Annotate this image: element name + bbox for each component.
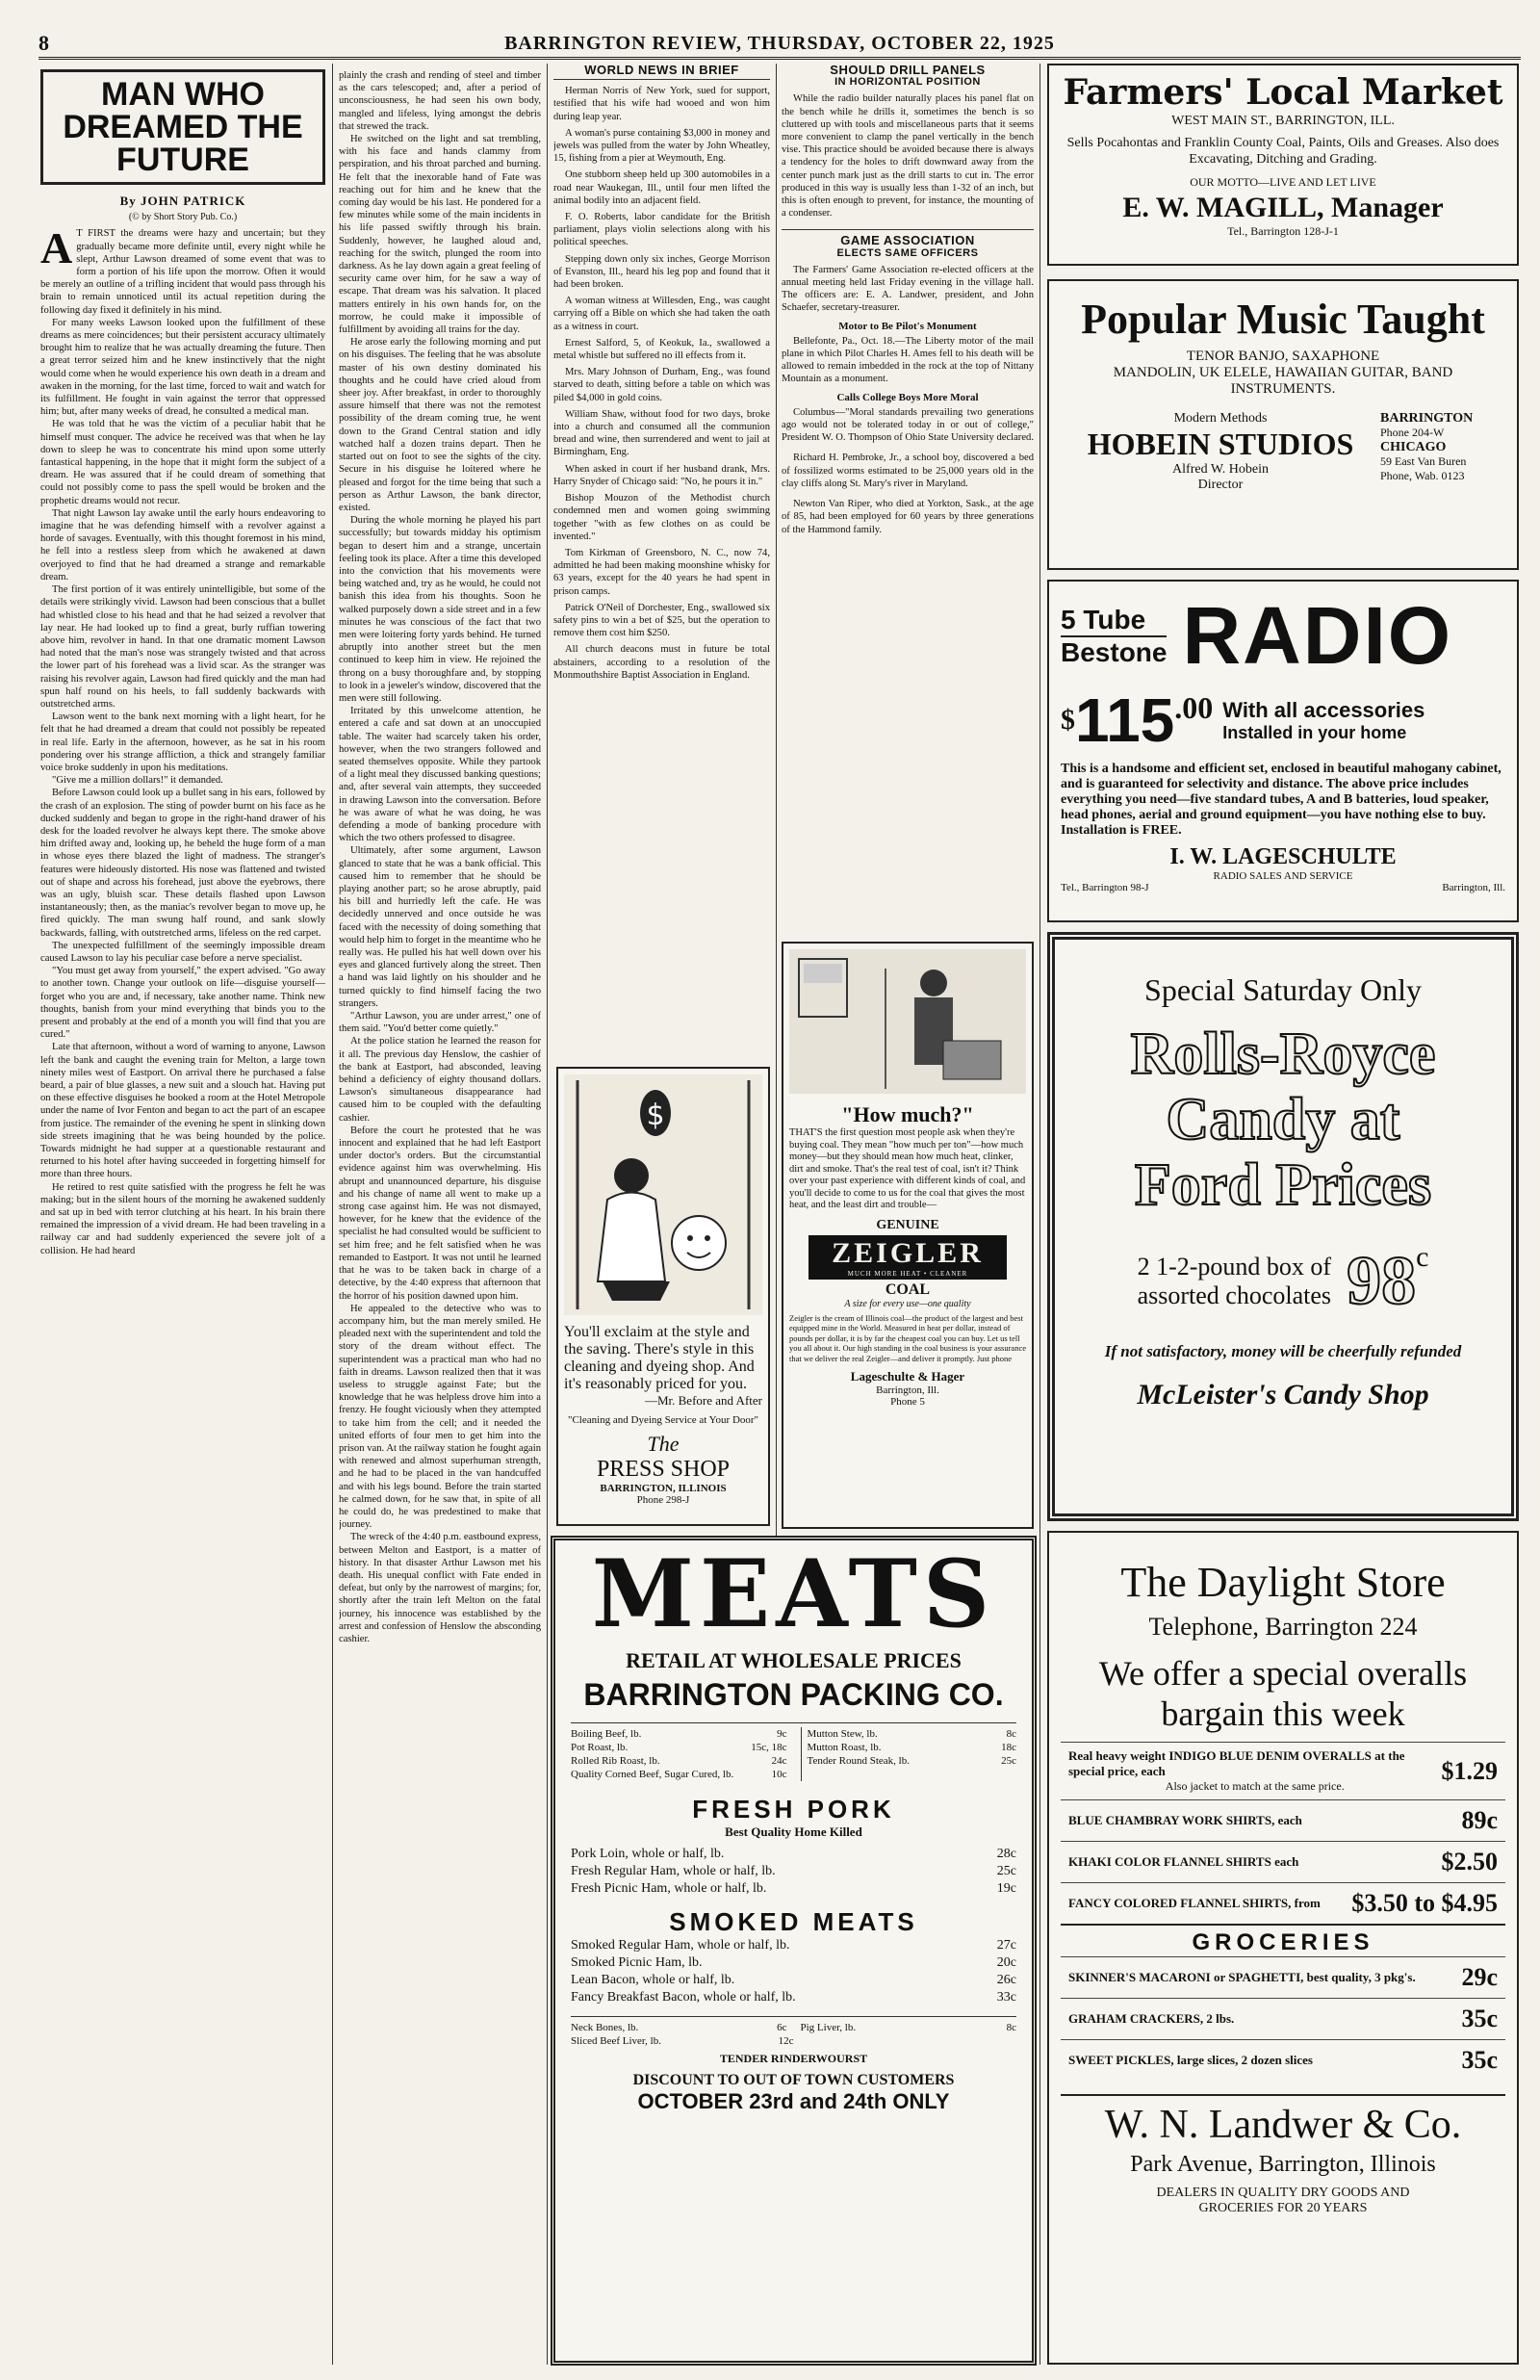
news-item: A woman's purse containing $3,000 in money and jewels was pulled from the water by John Wheatley, 15, fishing from a pier at Weymouth, Eng. bbox=[553, 127, 770, 165]
grocery-name: SKINNER'S MACARONI or SPAGHETTI, best quality, 3 pkg's. bbox=[1068, 1970, 1416, 1984]
product-price: 89c bbox=[1461, 1806, 1498, 1834]
riper-article: Newton Van Riper, who died at Yorkton, Sask., at the age of 85, had been employed for 60 years by three generations of the Hammond family. bbox=[782, 499, 1034, 535]
dollar-sign: $ bbox=[646, 1099, 665, 1132]
coal-city: Barrington, Ill. bbox=[876, 1384, 939, 1396]
game-heading: GAME ASSOCIATION bbox=[782, 229, 1034, 246]
world-news-heading: WORLD NEWS IN BRIEF bbox=[553, 64, 770, 80]
coal-genuine: GENUINE bbox=[876, 1217, 939, 1232]
grocery-row bbox=[1061, 2039, 1505, 2081]
pembroke-article: Richard H. Pembroke, Jr., a school boy, discovered a bed of fossilized worms estimated to be 25,000 years old in the clay cliffs along St. Mary's river in Maryland. bbox=[782, 453, 1034, 489]
product-price: $3.50 to $4.95 bbox=[1351, 1889, 1498, 1917]
pork-heading: FRESH PORK bbox=[692, 1795, 895, 1824]
story-paragraph: Before the court he protested that he was innocent and explained that he had left Eastport under doctor's orders. But the circumstantial evidence against him was overwhelming. His abrupt and unannounced departure, his disguise and his change of name all went to make up a strong case against him. He was not dismayed, however, for he knew that the evidence of the specialist he had consulted would be sufficient to set him free; and he felt satisfied when he was remanded to Eastport. It was not until he learned that he was to be taken back in charge of a detective, by the 4:40 express that afternoon that the horror of his position dawned upon him. bbox=[339, 1125, 541, 1302]
meat-item: Pot Roast, lb. 15c, 18c bbox=[571, 1742, 787, 1753]
meat-item: Neck Bones, lb. 6c bbox=[571, 2022, 787, 2033]
press-shop-signoff: —Mr. Before and After bbox=[644, 1393, 762, 1408]
candy-guarantee: If not satisfactory, money will be cheerfully refunded bbox=[1104, 1342, 1462, 1360]
music-instruments1: TENOR BANJO, SAXAPHONE bbox=[1186, 349, 1380, 364]
product-row bbox=[1061, 1841, 1505, 1882]
news-item: William Shaw, without food for two days, broke into a church and consumed all the communion bread and wine, then surrendered and went to jail at Birmingham, Eng. bbox=[553, 408, 770, 458]
drill-subheading: IN HORIZONTAL POSITION bbox=[834, 76, 981, 89]
news-item: Bishop Mouzon of the Methodist church condemned men and women going swimming together "with as few clothes on as could be invented." bbox=[553, 493, 770, 542]
news-item: Herman Norris of New York, sued for support, testified that his wife had wooed and won him during leap year. bbox=[553, 86, 770, 122]
news-item: Stepping down only six inches, George Morrison of Evanston, Ill., heard his leg pop and found that it had been broken. bbox=[553, 253, 770, 291]
meat-item: Fresh Picnic Ham, whole or half, lb. 19c bbox=[571, 1881, 1016, 1896]
farmers-motto: OUR MOTTO—LIVE AND LET LIVE bbox=[1190, 175, 1376, 189]
music-location: CHICAGO bbox=[1380, 440, 1447, 454]
daylight-dealers: DEALERS IN QUALITY DRY GOODS AND bbox=[1156, 2186, 1410, 2200]
radio-headline: RADIO bbox=[1182, 590, 1453, 681]
zeigler-logo bbox=[808, 1235, 1007, 1280]
press-shop-ad bbox=[556, 1067, 770, 1526]
story-column-1 bbox=[40, 69, 325, 2366]
meat-item: Quality Corned Beef, Sugar Cured, lb. 10c bbox=[571, 1769, 787, 1780]
music-title: Popular Music Taught bbox=[1081, 296, 1485, 343]
cartoon-illustration bbox=[564, 1074, 762, 1315]
news-item: F. O. Roberts, labor candidate for the British parliament, plays violin selections along with his political speeches. bbox=[553, 212, 770, 248]
motor-heading: Motor to Be Pilot's Monument bbox=[838, 320, 977, 332]
calls-article: Columbus—"Moral standards prevailing two generations ago would not be tolerated today in or out of college," President W. O. Thompson of Ohio State University declared. bbox=[782, 406, 1034, 444]
farmers-services: Sells Pocahontas and Franklin County Coal, Paints, Oils and Greases. Also does Excavating, Ditching and Grading. bbox=[1066, 136, 1500, 167]
meats-company: BARRINGTON PACKING CO. bbox=[583, 1677, 1004, 1712]
product-name: Real heavy weight INDIGO BLUE DENIM OVERALLS at the special price, each bbox=[1068, 1748, 1405, 1778]
grocery-price: 35c bbox=[1461, 2005, 1498, 2032]
story-paragraph: He was told that he was the victim of a peculiar habit that he himself must conquer. The advice he received was that when he lay down to sleep he was to concentrate his mind upon some utterly fantastical happening, in the hope that it might form the subject of a dream. He was assured that if he could dream of something that could not possibly come to pass the spell would be broken and the prophetic dreams would not recur. bbox=[40, 419, 325, 506]
story-title: MAN WHO bbox=[101, 76, 265, 113]
column-rule bbox=[547, 64, 548, 2365]
story-paragraph: Ultimately, after some argument, Lawson glanced to state that he was a bank official. This caused him to remember that he should be playing another part; so he arose abruptly, paid his bill and hurriedly left the cafe. He was decidedly unnerved and once outside he was faced with the necessity of doing something that would help him to forget in the meantime who he really was. He pulled his hat well down over his eyes and glanced furtively along the street. Then a hand was laid lightly on his shoulder and he turned quickly to find himself facing the two strangers. bbox=[339, 845, 541, 1009]
game-article: The Farmers' Game Association re-elected officers at the annual meeting held last Friday evening in the village hall. The officers are: E. A. Landwer, president, and John Schaefer, secretary-treasurer. bbox=[782, 264, 1034, 314]
music-location: BARRINGTON bbox=[1380, 411, 1474, 426]
story-paragraph: "You must get away from yourself," the expert advised. "Go away to another town. Change your outlook on life—disguise yourself—forget who you are and, if necessary, take another name. Think new thoughts, banish from your mind everything that binds you to the present and probably at the end of a month you will find that you are cured." bbox=[40, 966, 325, 1041]
motor-article: Bellefonte, Pa., Oct. 18.—The Liberty motor of the mail plane in which Pilot Charles H. Ames fell to his death will be allowed to remain imbedded in the rock at the top of Nittany Mountain as a monument. bbox=[782, 335, 1034, 385]
drop-cap: A bbox=[40, 223, 73, 273]
radio-cents: .00 bbox=[1174, 690, 1214, 725]
farmers-title: Farmers' Local Market bbox=[1063, 72, 1503, 113]
meat-item: Rolled Rib Roast, lb. 24c bbox=[571, 1755, 787, 1767]
radio-accessories: With all accessories bbox=[1222, 697, 1425, 722]
farmers-address: WEST MAIN ST., BARRINGTON, ILL. bbox=[1171, 114, 1395, 128]
daylight-title: The Daylight Store bbox=[1120, 1559, 1446, 1606]
pork-subheading: Best Quality Home Killed bbox=[725, 1824, 862, 1839]
meat-item: Pig Liver, lb. 8c bbox=[800, 2022, 1016, 2033]
product-row bbox=[1061, 1799, 1505, 1841]
grocery-price: 29c bbox=[1461, 1963, 1498, 1991]
coal-phone: Phone 5 bbox=[890, 1396, 925, 1408]
music-director-title: Director bbox=[1197, 478, 1244, 492]
product-row bbox=[1061, 1882, 1505, 1924]
extra-items bbox=[571, 2016, 1016, 2034]
press-shop-the: The bbox=[647, 1432, 680, 1456]
radio-price: 115 bbox=[1075, 686, 1175, 755]
story-credit: (© by Short Story Pub. Co.) bbox=[128, 212, 238, 223]
coal-man-illustration bbox=[789, 949, 1026, 1094]
story-byline: By JOHN PATRICK bbox=[119, 194, 246, 208]
product-price: $1.29 bbox=[1441, 1756, 1498, 1785]
tender-note: TENDER RINDERWOURST bbox=[719, 2052, 868, 2065]
radio-brand: Bestone bbox=[1061, 636, 1168, 667]
news-item: A woman witness at Willesden, Eng., was caught carrying off a Bible on which she had taken the oath as a witness in court. bbox=[553, 296, 770, 332]
meat-item: Fancy Breakfast Bacon, whole or half, lb. 33c bbox=[571, 1990, 1016, 2005]
story-column-2 bbox=[339, 69, 541, 2366]
press-shop-name: PRESS SHOP bbox=[596, 1457, 731, 1482]
coal-dealer: Lageschulte & Hager bbox=[850, 1369, 965, 1384]
candy-box-text: 2 1-2-pound box of bbox=[1137, 1252, 1332, 1281]
story-paragraph: "Give me a million dollars!" it demanded. bbox=[52, 775, 223, 787]
meat-item: Sliced Beef Liver, lb. 12c bbox=[571, 2035, 794, 2047]
column-rule bbox=[332, 64, 333, 2365]
coal-tag: A size for every use—one quality bbox=[844, 1298, 971, 1309]
grocery-name: GRAHAM CRACKERS, 2 lbs. bbox=[1068, 2011, 1235, 2026]
grocery-row bbox=[1061, 1998, 1505, 2039]
meat-item: Tender Round Steak, lb. 25c bbox=[807, 1755, 1016, 1767]
music-methods: Modern Methods bbox=[1173, 411, 1268, 426]
radio-tel: Tel., Barrington 98-J bbox=[1061, 882, 1149, 893]
candy-line2: Candy at bbox=[1166, 1087, 1400, 1152]
radio-dealer-sub: RADIO SALES AND SERVICE bbox=[1213, 870, 1353, 882]
smoked-heading: SMOKED MEATS bbox=[669, 1907, 918, 1936]
story-title: FUTURE bbox=[116, 142, 249, 178]
candy-price-unit: c bbox=[1416, 1241, 1429, 1273]
meat-item: Lean Bacon, whole or half, lb. 26c bbox=[571, 1973, 1016, 1987]
story-paragraph: He appealed to the detective who was to accompany him, but the man merely smiled. He pleaded next with the superintendent and told the story of the dream without effect. The superintendent was a practical man who had no faith in dreams. Lawson realized then that it was useless to struggle against Fate; but the knowledge that he was helpless drove him into a frenzy. He fought viciously when they attempted to take him from the cell; and it needed the united efforts of four men to get him into the prison van. At the railway station he fought again with renewed and almost superhuman strength, and he had to be placed in the van handcuffed and with his legs bound. Before the train started he calmed down, for he saw that, in spite of all he could do, he was predestined to make that journey. bbox=[339, 1303, 541, 1531]
candy-price: 98 bbox=[1347, 1242, 1417, 1319]
daylight-firm: W. N. Landwer & Co. bbox=[1061, 2094, 1505, 2148]
grocery-price: 35c bbox=[1461, 2046, 1498, 2074]
coal-text: THAT'S the first question most people ask when they're buying coal. They mean "how much per ton"—how much money—but they should mean how much heat, clinker, dirt and smoke. That's the real test of coal, isn't it? Think over your past experience with different kinds of coal, and you'll decide to come to us for the coal that gives the most heat, and the least dirt and trouble— bbox=[789, 1127, 1026, 1210]
story-paragraph: He retired to rest quite satisfied with the progress he felt he was making; but in the silent hours of the morning he awakened suddenly and sat up in bed with terror clutching at his heart. In his brain there remained the impression of a vivid dream. He had been traveling in a railway car and had suddenly experienced the severe jolt of a collision. He had heard bbox=[40, 1181, 325, 1256]
coal-ad bbox=[782, 942, 1034, 1529]
farmers-tel: Tel., Barrington 128-J-1 bbox=[1227, 224, 1339, 238]
story-paragraph: Before Lawson could look up a bullet sang in his ears, followed by the crash of an explosion. The sting of powder burnt on his face as he ducked suddenly and began to grope in the right-hand drawer of his desk for the loaded revolver he always kept there. The smoke above him drifted away and, looking up, he beheld the huge form of a man in whose eyes there blazed the light of madness. The stranger's features were hideously distorted. His nose was flattened and twisted out of shape and across his forehead, just above the eyebrows, there was an ugly, bluish scar. These details flashed upon Lawson instantaneously; then, as the maniac's revolver began to move up, he fired quickly. The man swung half round, and sank slowly backwards, falling, with outstretched arms, lifeless on the red carpet. bbox=[40, 788, 325, 939]
story-paragraph: The first portion of it was entirely unintelligible, but some of the details were strikingly vivid. Lawson had been conscious that a bullet had whistled close to his head and that he had seized a revolver that lay near. He had looked up to find a great, burly ruffian towering above him, revolver in hand. In that one dramatic moment Lawson had noted that the man's nose was strangely twisted and that across the lower part of his forehead was a livid scar. As the stranger was raising his revolver again, Lawson had fired quickly and the man had spun half round on his heels, to fall suddenly backwards with outstretched arms. bbox=[40, 584, 325, 710]
music-phone: Phone, Wab. 0123 bbox=[1380, 469, 1465, 482]
news-item: When asked in court if her husband drank, Mrs. Harry Snyder of Chicago said: "No, he pours it in." bbox=[553, 463, 770, 487]
product-name: KHAKI COLOR FLANNEL SHIRTS each bbox=[1068, 1854, 1299, 1869]
radio-tubes: 5 Tube bbox=[1061, 604, 1146, 634]
coal-fine-print: Zeigler is the cream of Illinois coal—the product of the largest and best equipped mine in the World. Measured in heat per dollar, instead of pounds per dollar, it is by far the cheapest coal you can buy. Let us tell you all about it. Our high standing in the coal business is your assurance that we deliver the real Zeigler—and deliver it promptly. Just phone bbox=[789, 1312, 1026, 1363]
drill-article: While the radio builder naturally places his panel flat on the bench while he drills it, sometimes the bench is so cluttered up with tools and miscellaneous parts that it seems more convenient to clamp the panel vertically in the bench vise. This practice should be avoided because there is always a tendency for the holes to drift downward away from the center punch mark just as the drill starts to cut in. The error produced in this way is usually less than 1-32 of an inch, but this is often enough to prevent, for instance, the mounting of a condenser. bbox=[782, 93, 1034, 220]
meat-item: Boiling Beef, lb. 9c bbox=[571, 1728, 787, 1740]
meat-item: Mutton Stew, lb. 8c bbox=[807, 1728, 1016, 1740]
product-name: BLUE CHAMBRAY WORK SHIRTS, each bbox=[1068, 1813, 1302, 1827]
story-paragraph: "Arthur Lawson, you are under arrest," one of them said. "You'd better come quietly." bbox=[339, 1011, 541, 1035]
discount-note: DISCOUNT TO OUT OF TOWN CUSTOMERS bbox=[632, 2072, 955, 2088]
misc-news-column bbox=[782, 64, 1034, 940]
product-note: Also jacket to match at the same price. bbox=[1165, 1779, 1345, 1793]
news-item: One stubborn sheep held up 300 automobiles in a road near Waukegan, Ill., until four men lifted the animal bodily into an adjacent field. bbox=[553, 169, 770, 206]
news-item: Mrs. Mary Johnson of Durham, Eng., was found starved to death, sitting before a table on which was piled $4,000 in gold coins. bbox=[553, 367, 770, 403]
daylight-dealers: GROCERIES FOR 20 YEARS bbox=[1198, 2201, 1368, 2215]
candy-special: Special Saturday Only bbox=[1144, 972, 1422, 1007]
grocery-name: SWEET PICKLES, large slices, 2 dozen slices bbox=[1068, 2053, 1313, 2067]
story-title: DREAMED THE bbox=[63, 109, 303, 145]
news-item: Ernest Salford, 5, of Keokuk, Ia., swallowed a metal whistle but suffered no ill effects from it. bbox=[553, 337, 770, 362]
meat-item: Mutton Roast, lb. 18c bbox=[807, 1742, 1016, 1753]
press-shop-text: You'll exclaim at the style and the saving. There's style in this cleaning and dyeing shop. And it's reasonably priced for you. bbox=[564, 1324, 755, 1392]
music-instruments2: MANDOLIN, UK ELELE, HAWAIIAN GUITAR, BAND INSTRUMENTS. bbox=[1113, 365, 1453, 397]
meat-item: Fresh Regular Ham, whole or half, lb. 25c bbox=[571, 1864, 1016, 1878]
zeigler-brand-sub: MUCH MORE HEAT • CLEANER bbox=[847, 1269, 968, 1278]
music-director-name: Alfred W. Hobein bbox=[1172, 462, 1269, 477]
candy-line1: Rolls-Royce bbox=[1130, 1022, 1436, 1087]
news-item: Tom Kirkman of Greensboro, N. C., now 74, admitted he had been making moonshine whisky for 63 years, except for the 40 years he had spent in prison camps. bbox=[553, 547, 770, 597]
meats-title: MEATS bbox=[591, 1539, 996, 1648]
daylight-phone: Telephone, Barrington 224 bbox=[1148, 1613, 1418, 1641]
masthead bbox=[38, 27, 1521, 60]
daylight-store-ad bbox=[1047, 1531, 1519, 2365]
coal-label: COAL bbox=[885, 1281, 931, 1298]
candy-shop: McLeister's Candy Shop bbox=[1137, 1379, 1429, 1410]
story-paragraph: That night Lawson lay awake until the early hours endeavoring to imagine that he was defending himself with a revolver against a horde of savages. Eventually, with this thought foremost in his mind, he fell into a restless sleep from which he awakened at dawn overjoyed to find that he had dreamed a strange and remarkable dream. bbox=[40, 507, 325, 582]
world-news-column bbox=[553, 64, 770, 1065]
radio-description: This is a handsome and efficient set, enclosed in beautiful mahogany cabinet, and is guaranteed for selectivity and distance. The above price includes everything you need—five standard tubes, A and B batteries, loud speaker, head phones, aerial and ground equipment—you have nothing else to buy. Installation is FREE. bbox=[1061, 762, 1502, 838]
press-shop-phone: Phone 298-J bbox=[636, 1494, 690, 1506]
story-paragraph: He arose early the following morning and put on his disguises. The feeling that he was absolute master of his own destiny dominated his thoughts and he could have cried aloud from sheer joy. After breakfast, in order to thoroughly assure himself that there was not the remotest possibility of the dream coming true, he went down to the Grand Central station and idly watched half a dozen trains depart. Then he started out on foot to see the sights of the city. Secure in his disguise he loitered where he pleased and forgot for the time being that such a person as Arthur Lawson, the bank director, existed. bbox=[339, 337, 541, 513]
meats-price-grid bbox=[571, 1722, 1016, 1781]
candy-line3: Ford Prices bbox=[1134, 1152, 1432, 1218]
daylight-address: Park Avenue, Barrington, Illinois bbox=[1130, 2152, 1436, 2177]
music-studio: HOBEIN STUDIOS bbox=[1087, 427, 1354, 461]
game-subheading: ELECTS SAME OFFICERS bbox=[836, 246, 979, 259]
radio-installed: Installed in your home bbox=[1222, 722, 1407, 742]
meat-item: Smoked Picnic Ham, lb. 20c bbox=[571, 1955, 1016, 1970]
press-shop-slogan: "Cleaning and Dyeing Service at Your Door" bbox=[567, 1414, 759, 1426]
radio-dollar: $ bbox=[1061, 704, 1075, 736]
press-shop-city: BARRINGTON, ILLINOIS bbox=[600, 1483, 727, 1494]
farmers-market-ad bbox=[1047, 64, 1519, 266]
music-ad bbox=[1047, 279, 1519, 570]
music-phone: Phone 204-W bbox=[1380, 426, 1445, 439]
story-title-box bbox=[40, 69, 325, 185]
product-row bbox=[1061, 1742, 1505, 1799]
zeigler-brand: ZEIGLER bbox=[832, 1236, 984, 1269]
meat-item: Smoked Regular Ham, whole or half, lb. 27c bbox=[571, 1938, 1016, 1953]
radio-ad bbox=[1047, 580, 1519, 922]
daylight-offer: We offer a special overalls bargain this week bbox=[1098, 1654, 1468, 1733]
story-paragraph: plainly the crash and rending of steel and timber as the cars telescoped; and, after a period of unconsciousness, he had seen his own body, mangled and lifeless, lying amongst the debris that strewed the track. bbox=[339, 70, 541, 132]
page-number: 8 bbox=[38, 31, 49, 55]
grocery-row bbox=[1061, 1956, 1505, 1998]
story-paragraph: He switched on the light and sat trembling, with his face and hands clammy from perspiration, and his throat parched and burning. He felt that the inexorable hand of Fate was reaching out for him and he knew that the coming day would be his last. He pondered for a few minutes while some of the main incidents in his life passed swiftly through his brain. Suddenly, however, he laughed aloud and, reaching for the switch, plunged the room into darkness. As he lay down again a great feeling of security came over him, for he saw a way of escape. That dream was his salvation. It placed matters entirely in his own hands for, on the morrow, he could make it impossible of fulfillment by avoiding all trains for the day. bbox=[339, 134, 541, 336]
music-address: 59 East Van Buren bbox=[1380, 454, 1467, 468]
meat-item: Pork Loin, whole or half, lb. 28c bbox=[571, 1847, 1016, 1861]
calls-heading: Calls College Boys More Moral bbox=[836, 391, 979, 403]
radio-city: Barrington, Ill. bbox=[1442, 882, 1505, 893]
story-paragraph: Late that afternoon, without a word of warning to anyone, Lawson left the bank and caught the evening train for Melton, a large town ninety miles west of Eastport. On arrival there he purchased a false beard, a pair of blue glasses, a new suit and a slouch hat. Having put on these effective disguises he booked a room at the Hotel Metropole under the name of Ivor Fenton and began to act the part of an escapee from justice. The remainder of the evening he spent in slinking down side streets imagining that he was being hounded by the police. Towards midnight he had supper at a questionable restaurant and returned to his hotel after having succeeded in forgetting himself for more than three hours. bbox=[40, 1042, 325, 1180]
meats-ad bbox=[551, 1536, 1037, 2366]
coal-headline: "How much?" bbox=[841, 1102, 974, 1126]
story-paragraph: T FIRST the dreams were hazy and uncertain; but they gradually became more definite until, every night while he slept, Arthur Lawson dreamed of some event that was to form a portion of his life upon the morrow. Often it would be merely an outline of a trifling incident that would pass through his brain to remain unnoticed until its actual repetition during the following day fixed it definitely in his mind. bbox=[40, 228, 325, 316]
candy-ad bbox=[1047, 932, 1519, 1521]
product-name: FANCY COLORED FLANNEL SHIRTS, from bbox=[1068, 1896, 1321, 1910]
farmers-manager: E. W. MAGILL, Manager bbox=[1122, 192, 1444, 223]
news-item: All church deacons must in future be total abstainers, according to a resolution of the Monmouthshire Baptist Association in England. bbox=[553, 644, 770, 681]
radio-dealer: I. W. LAGESCHULTE bbox=[1169, 844, 1397, 869]
story-paragraph: Lawson went to the bank next morning with a light heart, for he felt that he had dreamed a dream that could not possibly be repeated in real life. Early in the afternoon, however, as he sat in his room pondering over his strange affliction, a thick and strangely familiar voice broke suddenly in upon his meditations. bbox=[40, 711, 325, 773]
candy-box-text: assorted chocolates bbox=[1137, 1281, 1332, 1309]
groceries-heading: GROCERIES bbox=[1061, 1924, 1505, 1956]
story-paragraph: For many weeks Lawson looked upon the fulfillment of these dreams as mere coincidences; but their persistent accuracy ultimately brought him to realize that he was actually dreaming the future. Then a great terror seized him and he knew instinctively that the night would come when he would experience his own death in a dream and awaken in the morning, for the last time, forced to wait and watch for its fulfillment. He fought in vain against the terror that oppressed him; but, after many weeks of dread, he consulted a medical man. bbox=[40, 317, 325, 418]
news-item: Patrick O'Neil of Dorchester, Eng., swallowed six safety pins to win a bet of $25, but the operation to remove them cost him $250. bbox=[553, 602, 770, 639]
story-paragraph: At the police station he learned the reason for it all. The previous day Henslow, the cashier of the bank at Eastport, had absconded, leaving behind a deficiency of eighty thousand dollars. Lawson's simultaneous disappearance had caused him to be coupled with the defaulting cashier. bbox=[339, 1036, 541, 1124]
meats-sub1: RETAIL AT WHOLESALE PRICES bbox=[626, 1648, 962, 1672]
story-paragraph: Irritated by this unwelcome attention, he entered a cafe and sat down at an unoccupied table. The waiter had scarcely taken his order, however, when the two strangers followed and seated themselves opposite. While they partook of a light meal they discussed banking questions; and, after several vain attempts, they succeeded in drawing Lawson into the conversation. Before he was aware of what he was doing, he was defending a mode of banking procedure with which the two others professed to disagree. bbox=[339, 706, 541, 844]
product-price: $2.50 bbox=[1441, 1848, 1498, 1876]
story-paragraph: The wreck of the 4:40 p.m. eastbound express, between Melton and Eastport, is a matter of history. In that disaster Arthur Lawson met his death. His unequal conflict with Fate ended in defeat, but only by the narrowest of margins; for, shortly after the train left Melton on the fatal journey, his innocence was established by the arrest and confession of Henslow the absconding cashier. bbox=[339, 1532, 541, 1644]
sale-dates: OCTOBER 23rd and 24th ONLY bbox=[637, 2089, 950, 2113]
newspaper-title: BARRINGTON REVIEW, THURSDAY, OCTOBER 22, 1925 bbox=[504, 33, 1055, 54]
drill-heading: SHOULD DRILL PANELS bbox=[830, 64, 986, 77]
story-paragraph: During the whole morning he played his part successfully; but towards midday his optimism began to desert him and a strange, uncertain feeling took its place. After a time this developed into the conviction that his movements were being watched and, try as he would, he could not banish this idea from his thoughts. Soon he walked purposely down a side street and in a few minutes he was conscious of the fact that two men were loitering forty yards behind. He turned abruptly into another street but the men continued to keep him in view. He rejoined the throng on a busy thoroughfare and, by stopping to look in a jeweler's window, discovered that the men were still following. bbox=[339, 515, 541, 704]
story-paragraph: The unexpected fulfillment of the seemingly impossible dream caused Lawson to lay his peculiar case before a nerve specialist. bbox=[40, 940, 325, 964]
